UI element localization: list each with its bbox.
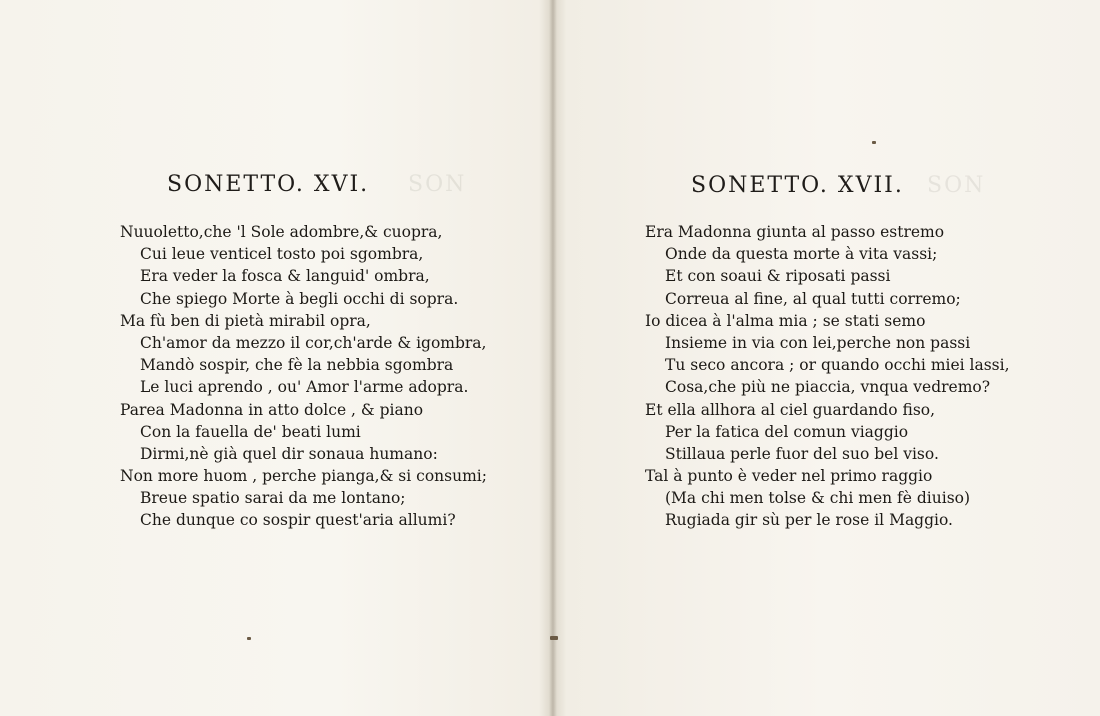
verse-line: Nuuoletto,che 'l Sole adombre,& cuopra, (120, 223, 443, 241)
verse-line: Tal à punto è veder nel primo raggio (645, 467, 933, 486)
verse-line: Cosa,che più ne piaccia, vnqua vedremo? (665, 378, 991, 397)
paper-speck (247, 637, 251, 640)
verse-line: Io dicea à l'alma mia ; se stati semo (645, 311, 926, 330)
sonnet-verses (120, 221, 487, 532)
verse-line: Et ella allhora al ciel guardando fiso, (645, 400, 936, 419)
verse-line: Che dunque co sospir quest'aria allumi? (140, 511, 456, 530)
sonnet-title: SONETTO. XVII. (691, 173, 904, 198)
verse-line: Ch'amor da mezzo il cor,ch'arde & igombra, (140, 333, 487, 352)
verse-line: Stillaua perle fuor del suo bel viso. (665, 444, 939, 463)
show-through-text: SON (927, 173, 986, 198)
verse-line: Mandò sospir, che fè la nebbia sgombra (140, 356, 454, 375)
verse-line: Tu seco ancora ; or quando occhi miei lassi, (665, 356, 1010, 375)
verse-line: Onde da questa morte à vita vassi; (665, 245, 938, 264)
verse-line: Et con soaui & riposati passi (665, 267, 891, 286)
verse-line: Ma fù ben di pietà mirabil opra, (120, 311, 371, 330)
verse-line: Cui leue venticel tosto poi sgombra, (140, 245, 424, 264)
verse-line: Rugiada gir sù per le rose il Maggio. (665, 511, 953, 530)
verse-line: Con la fauella de' beati lumi (140, 422, 361, 441)
verse-line: Le luci aprendo , ou' Amor l'arme adopra. (140, 378, 469, 397)
paper-speck (872, 141, 876, 144)
verse-line: Correua al fine, al qual tutti corremo; (665, 289, 961, 308)
verse-line: Era Madonna giunta al passo estremo (645, 223, 945, 241)
verse-line: Breue spatio sarai da me lontano; (140, 489, 406, 508)
sonnet-verses (645, 221, 1010, 532)
right-page (550, 0, 1100, 716)
verse-line: Che spiego Morte à begli occhi di sopra. (140, 289, 459, 308)
verse-line: Parea Madonna in atto dolce , & piano (120, 400, 424, 419)
verse-line: (Ma chi men tolse & chi men fè diuiso) (665, 489, 971, 508)
sonnet-title: SONETTO. XVI. (167, 172, 370, 197)
verse-line: Era veder la fosca & languid' ombra, (140, 267, 430, 286)
verse-line: Non more huom , perche pianga,& si consumi; (120, 467, 487, 486)
verse-line: Per la fatica del comun viaggio (665, 422, 909, 441)
verse-line: Dirmi,nè già quel dir sonaua humano: (140, 444, 438, 463)
binding-thread (550, 636, 558, 640)
verse-line: Insieme in via con lei,perche non passi (665, 333, 971, 352)
show-through-text: SON (408, 172, 467, 197)
